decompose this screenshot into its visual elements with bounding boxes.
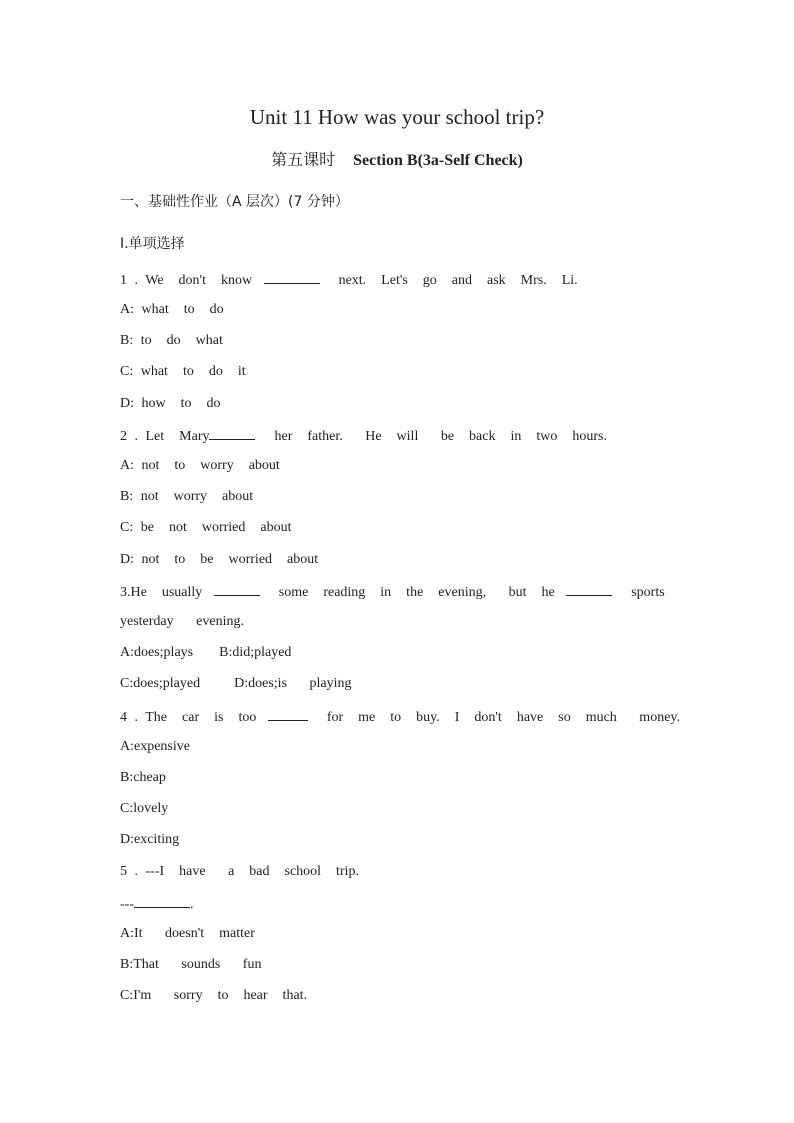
question-2-option-c: C: be not worried about [120,520,292,535]
question-5-stem: 5 . ---I have a bad school trip. [120,864,359,879]
question-2-option-b: B: not worry about [120,489,254,504]
part-heading: 一、基础性作业（A 层次）(7 分钟） [120,194,349,210]
section-heading: Ⅰ.单项选择 [120,236,185,252]
question-1-option-c: C: what to do it [120,364,246,379]
question-3-option-b: B:did;played [219,645,292,660]
answer-blank [566,582,612,596]
question-3-stem: 3.He usually some reading in the evening, but he sports [120,582,665,602]
question-3-stem-continued: yesterday evening. [120,614,244,629]
question-1-option-a: A: what to do [120,302,224,317]
section-label: Section B(3a-Self Check) [353,152,523,169]
question-3-option-d: D:does;is playing [234,676,352,691]
question-5-answer-line: --- . [120,894,194,914]
answer-blank [268,707,308,721]
question-5-option-b: B:That sounds fun [120,957,262,972]
question-3-option-a: A:does;plays [120,645,194,660]
lesson-label: 第五课时 [271,150,336,169]
question-3-options-ab [120,644,291,662]
question-5-option-a: A:It doesn't matter [120,926,255,941]
question-1-option-b: B: to do what [120,333,223,348]
answer-blank [134,894,190,908]
answer-blank [214,582,260,596]
question-2-stem: 2 . Let Mary her father. He will be back in two hours. [120,426,607,446]
answer-blank [209,426,255,440]
question-4-option-d: D:exciting [120,832,180,847]
question-4-option-c: C:lovely [120,801,169,816]
question-3-options-cd [120,675,352,693]
question-4-stem: 4 . The car is too for me to buy. I don't have so much money. [120,707,680,727]
question-1-option-d: D: how to do [120,396,221,411]
page-title: Unit 11 How was your school trip? [249,105,545,129]
question-2-option-a: A: not to worry about [120,458,280,473]
question-1-stem: 1 . We don't know next. Let's go and ask Mrs. Li. [120,270,578,290]
answer-blank [264,270,320,284]
question-4-option-b: B:cheap [120,770,166,785]
question-5-option-c: C:I'm sorry to hear that. [120,988,308,1003]
question-3-option-c: C:does;played [120,676,201,691]
question-4-option-a: A:expensive [120,739,190,754]
question-2-option-d: D: not to be worried about [120,552,319,567]
page-subtitle [0,149,794,172]
